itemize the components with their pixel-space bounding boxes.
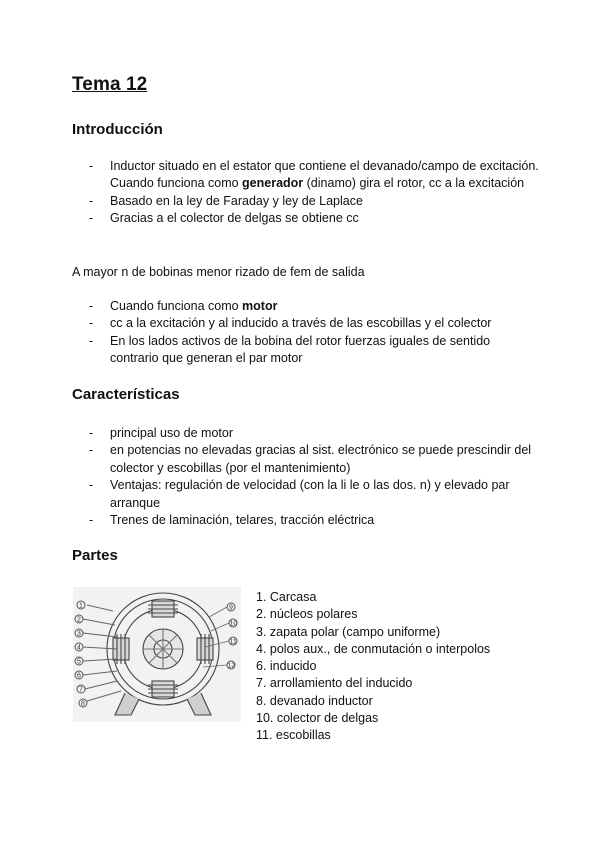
bullet-item: [72, 210, 542, 227]
text-run: en potencias no elevadas gracias al sist. electrónico se puede prescindir del colector y escobillas (por el mantenimiento): [110, 443, 532, 475]
intro-paragraph: A mayor n de bobinas menor rizado de fem de salida: [72, 265, 365, 279]
parts-list-item: 1. Carcasa: [256, 590, 317, 604]
text-run: principal uso de motor: [110, 426, 233, 440]
features-bullet-list: [72, 425, 542, 529]
bullet-item: [72, 298, 542, 315]
bullet-item: [72, 315, 542, 332]
bullet-item: [72, 158, 542, 193]
bullet-item: [72, 477, 542, 512]
figure-callout-label: 9: [229, 604, 233, 612]
motor-bullet-list: [72, 298, 542, 368]
bullet-item: [72, 425, 542, 442]
parts-list-item: 8. devanado inductor: [256, 693, 373, 708]
bold-text: motor: [242, 299, 278, 313]
text-run: cc a la excitación y al inducido a través de las escobillas y el colector: [110, 316, 492, 331]
section-heading-features: Características: [72, 386, 180, 403]
figure-callout-label: 8: [81, 700, 85, 708]
parts-list: [256, 589, 490, 745]
figure-callout-label: 6: [77, 672, 81, 680]
parts-list-item: 2. núcleos polares: [256, 607, 358, 622]
figure-callout-label: 5: [77, 658, 81, 666]
figure-callout-label: 3: [77, 630, 81, 638]
figure-callout-label: 11: [229, 638, 237, 646]
parts-list-item: 4. polos aux., de conmutación o interpolos: [256, 641, 491, 656]
figure-callout-label: 2: [77, 616, 81, 624]
text-run: Gracias a el colector de delgas se obtiene cc: [110, 211, 359, 226]
parts-list-item: 3. zapata polar (campo uniforme): [256, 624, 441, 639]
bold-text: generador: [242, 176, 304, 191]
section-heading-parts: Partes: [72, 547, 118, 564]
section-heading-introduction: Introducción: [72, 121, 163, 138]
parts-list-item: 10. colector de delgas: [256, 711, 379, 726]
intro-bullet-list: [72, 158, 542, 228]
dc-machine-diagram: [73, 587, 241, 722]
text-run: (dinamo) gira el rotor, cc a la excitación: [303, 176, 525, 191]
parts-list-item: 6. inducido: [256, 659, 317, 674]
bullet-item: [72, 193, 542, 210]
bullet-item: [72, 333, 542, 368]
bullet-item: [72, 442, 542, 477]
text-run: Cuando funciona como: [110, 299, 243, 313]
figure-callout-label: 1: [79, 602, 83, 610]
text-run: En los lados activos de la bobina del rotor fuerzas iguales de sentido contrario que generan el par motor: [110, 333, 491, 366]
dc-machine-drawing: [73, 587, 241, 722]
parts-list-item: 11. escobillas: [256, 728, 331, 743]
text-run: Ventajas: regulación de velocidad (con la li le o las dos. n) y elevado par arranque: [110, 478, 510, 510]
page-title: Tema 12: [72, 74, 148, 95]
text-run: Basado en la ley de Faraday y ley de Laplace: [110, 193, 363, 208]
figure-callout-label: 4: [77, 644, 81, 652]
figure-callout-label: 12: [227, 662, 236, 670]
parts-list-item: 7. arrollamiento del inducido: [256, 676, 413, 691]
text-run: Trenes de laminación, telares, tracción eléctrica: [110, 513, 375, 528]
bullet-item: [72, 512, 542, 529]
figure-callout-label: 10: [229, 620, 238, 628]
text-run: Inductor situado en el estator que contiene el devanado/campo de excitación. Cuando funciona como: [110, 159, 539, 191]
figure-callout-label: 7: [79, 686, 83, 694]
